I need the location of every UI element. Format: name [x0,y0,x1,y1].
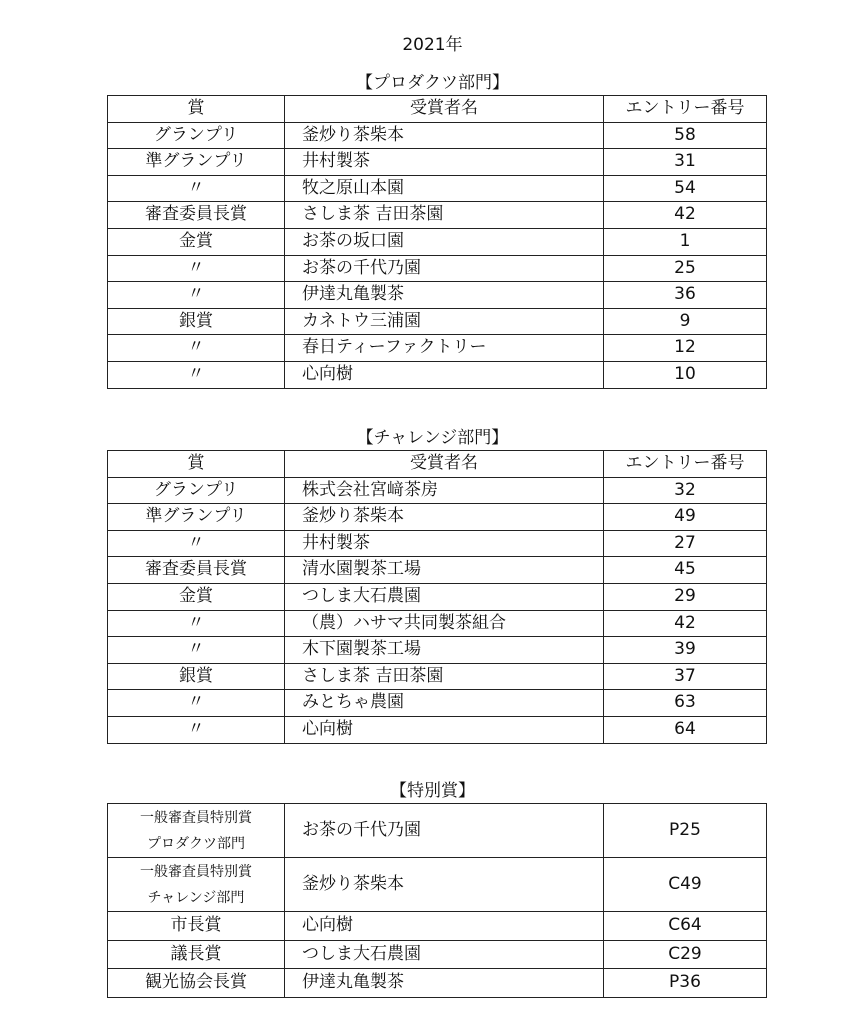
entry-cell: 42 [604,610,767,637]
entry-cell: C49 [604,858,767,912]
section-title-challenge: 【チャレンジ部門】 [356,428,509,448]
header-recipient: 受賞者名 [285,451,604,478]
award-cell: 〃 [108,716,285,743]
recipient-cell: 伊達丸亀製茶 [285,969,604,998]
entry-cell: 32 [604,477,767,504]
recipient-cell: お茶の千代乃園 [285,255,604,282]
page-title-year: 2021年 [402,35,463,55]
table-row [108,175,767,202]
entry-cell: C64 [604,912,767,941]
table-row [108,335,767,362]
entry-cell: 9 [604,308,767,335]
table-row [108,530,767,557]
award-cell: 審査委員長賞 [108,557,285,584]
entry-cell: 29 [604,583,767,610]
recipient-cell: 釜炒り茶柴本 [285,858,604,912]
entry-cell: 39 [604,637,767,664]
award-cell: 〃 [108,175,285,202]
table-row [108,149,767,176]
award-cell [108,858,285,912]
recipient-cell: カネトウ三浦園 [285,308,604,335]
table-row [108,504,767,531]
header-award: 賞 [108,96,285,123]
table-row [108,858,767,912]
recipient-cell: つしま大石農園 [285,583,604,610]
entry-cell: P36 [604,969,767,998]
entry-cell: 58 [604,122,767,149]
entry-cell: P25 [604,804,767,858]
header-award: 賞 [108,451,285,478]
entry-cell: 1 [604,228,767,255]
entry-cell: 54 [604,175,767,202]
table-row [108,122,767,149]
entry-cell: C29 [604,940,767,969]
award-cell: 市長賞 [108,912,285,941]
award-cell: 〃 [108,610,285,637]
entry-cell: 37 [604,663,767,690]
recipient-cell: （農）ハサマ共同製茶組合 [285,610,604,637]
recipient-cell: 心向樹 [285,912,604,941]
entry-cell: 45 [604,557,767,584]
award-cell: 金賞 [108,228,285,255]
table-row [108,282,767,309]
table-row [108,716,767,743]
table-row [108,912,767,941]
table-row [108,690,767,717]
entry-cell: 49 [604,504,767,531]
section-title-special: 【特別賞】 [390,781,475,801]
award-cell-line1: 一般審査員特別賞 [140,809,252,826]
entry-cell: 42 [604,202,767,229]
table-row [108,477,767,504]
recipient-cell: 井村製茶 [285,530,604,557]
award-cell: 観光協会長賞 [108,969,285,998]
award-cell: 〃 [108,335,285,362]
table-header-row [108,96,767,123]
header-recipient: 受賞者名 [285,96,604,123]
entry-cell: 12 [604,335,767,362]
table-row [108,228,767,255]
award-cell: 議長賞 [108,940,285,969]
award-cell: 準グランプリ [108,149,285,176]
entry-cell: 27 [604,530,767,557]
recipient-cell: 伊達丸亀製茶 [285,282,604,309]
table-row [108,583,767,610]
recipient-cell: さしま茶 吉田茶園 [285,202,604,229]
header-entry: エントリー番号 [604,451,767,478]
recipient-cell: みとちゃ農園 [285,690,604,717]
award-cell: 準グランプリ [108,504,285,531]
recipient-cell: 心向樹 [285,361,604,388]
header-entry: エントリー番号 [604,96,767,123]
recipient-cell: 清水園製茶工場 [285,557,604,584]
recipient-cell: 釜炒り茶柴本 [285,122,604,149]
award-cell-line2: チャレンジ部門 [147,889,245,906]
award-cell: 〃 [108,361,285,388]
table-row [108,663,767,690]
special-awards-table [107,803,767,998]
entry-cell: 36 [604,282,767,309]
table-header-row [108,451,767,478]
table-row [108,308,767,335]
entry-cell: 63 [604,690,767,717]
award-cell-line1: 一般審査員特別賞 [140,863,252,880]
product-awards-table [107,95,767,389]
recipient-cell: お茶の千代乃園 [285,804,604,858]
entry-cell: 64 [604,716,767,743]
table-row [108,202,767,229]
recipient-cell: 井村製茶 [285,149,604,176]
recipient-cell: 春日ティーファクトリー [285,335,604,362]
award-cell: 〃 [108,637,285,664]
award-cell: 銀賞 [108,308,285,335]
award-cell: 金賞 [108,583,285,610]
table-row [108,969,767,998]
table-row [108,255,767,282]
award-cell [108,804,285,858]
award-cell: 〃 [108,282,285,309]
award-cell: 審査委員長賞 [108,202,285,229]
award-cell: グランプリ [108,477,285,504]
recipient-cell: つしま大石農園 [285,940,604,969]
award-cell-line2: プロダクツ部門 [147,835,245,852]
table-row [108,804,767,858]
table-row [108,361,767,388]
table-row [108,637,767,664]
award-cell: 〃 [108,530,285,557]
award-cell: 〃 [108,255,285,282]
award-cell: 〃 [108,690,285,717]
recipient-cell: 牧之原山本園 [285,175,604,202]
recipient-cell: 株式会社宮﨑茶房 [285,477,604,504]
table-row [108,557,767,584]
table-row [108,610,767,637]
entry-cell: 10 [604,361,767,388]
section-title-product: 【プロダクツ部門】 [356,73,509,93]
recipient-cell: お茶の坂口園 [285,228,604,255]
recipient-cell: さしま茶 吉田茶園 [285,663,604,690]
recipient-cell: 心向樹 [285,716,604,743]
award-cell: 銀賞 [108,663,285,690]
entry-cell: 25 [604,255,767,282]
recipient-cell: 木下園製茶工場 [285,637,604,664]
challenge-awards-table [107,450,767,744]
entry-cell: 31 [604,149,767,176]
award-cell: グランプリ [108,122,285,149]
recipient-cell: 釜炒り茶柴本 [285,504,604,531]
table-row [108,940,767,969]
